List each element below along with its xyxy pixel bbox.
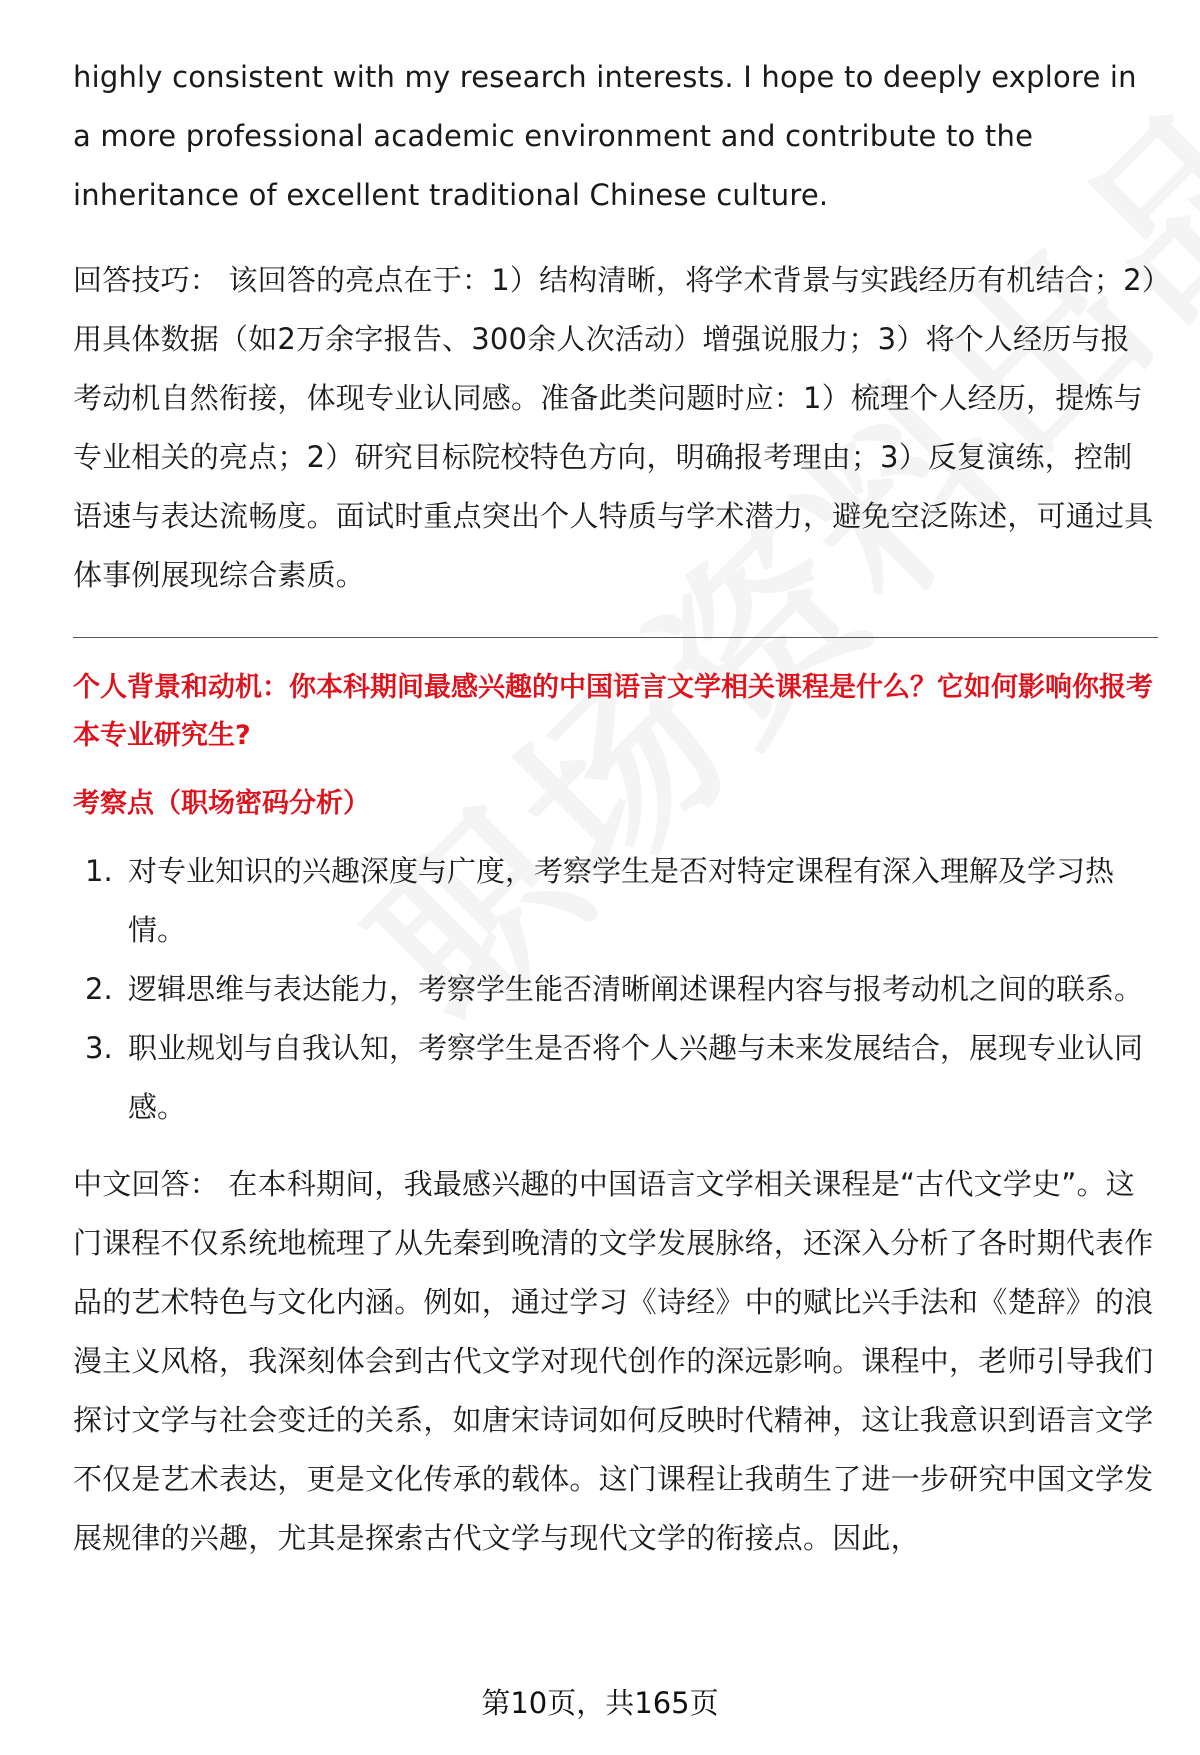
list-item-text: 对专业知识的兴趣深度与广度，考察学生是否对特定课程有深入理解及学习热情。 bbox=[128, 854, 1115, 947]
section-divider bbox=[73, 637, 1158, 638]
intro-paragraph: highly consistent with my research interests. I hope to deeply explore in a more professional academic environment and contribute to the inheritance of excellent traditional Chinese culture. bbox=[73, 60, 1137, 212]
list-item bbox=[73, 960, 1158, 1019]
list-number: 2. bbox=[85, 972, 113, 1006]
question-title: 个人背景和动机：你本科期间最感兴趣的中国语言文学相关课程是什么？它如何影响你报考本专业研究生? bbox=[73, 672, 1153, 751]
answer-tips-paragraph: 回答技巧： 该回答的亮点在于：1）结构清晰，将学术背景与实践经历有机结合；2）用具体数据（如2万余字报告、300余人次活动）增强说服力；3）将个人经历与报考动机自然衔接，体现专业认同感。准备此类问题时应：1）梳理个人经历，提炼与专业相关的亮点；2）研究目标院校特色方向，明确报考理由；3）反复演练，控制语速与表达流畅度。面试时重点突出个人特质与学术潜力，避免空泛陈述，可通过具体事例展现综合素质。 bbox=[73, 263, 1157, 592]
list-item bbox=[73, 1019, 1158, 1137]
document-page bbox=[73, 48, 1158, 1568]
list-item-text: 职业规划与自我认知，考察学生是否将个人兴趣与未来发展结合，展现专业认同感。 bbox=[128, 1031, 1144, 1124]
list-number: 1. bbox=[85, 854, 113, 888]
focus-heading: 考察点（职场密码分析） bbox=[73, 788, 370, 819]
list-item bbox=[73, 842, 1158, 960]
chinese-answer-paragraph: 中文回答： 在本科期间，我最感兴趣的中国语言文学相关课程是“古代文学史”。这门课程不仅系统地梳理了从先秦到晚清的文学发展脉络，还深入分析了各时期代表作品的艺术特色与文化内涵。例如，通过学习《诗经》中的赋比兴手法和《楚辞》的浪漫主义风格，我深刻体会到古代文学对现代创作的深远影响。课程中，老师引导我们探讨文学与社会变迁的关系，如唐宋诗词如何反映时代精神，这让我意识到语言文学不仅是艺术表达，更是文化传承的载体。这门课程让我萌生了进一步研究中国文学发展规律的兴趣，尤其是探索古代文学与现代文学的衔接点。因此， bbox=[73, 1167, 1154, 1555]
page-number: 第10页，共165页 bbox=[481, 1686, 719, 1720]
list-number: 3. bbox=[85, 1031, 113, 1065]
focus-points-list bbox=[73, 842, 1158, 1137]
list-item-text: 逻辑思维与表达能力，考察学生能否清晰阐述课程内容与报考动机之间的联系。 bbox=[128, 972, 1144, 1006]
